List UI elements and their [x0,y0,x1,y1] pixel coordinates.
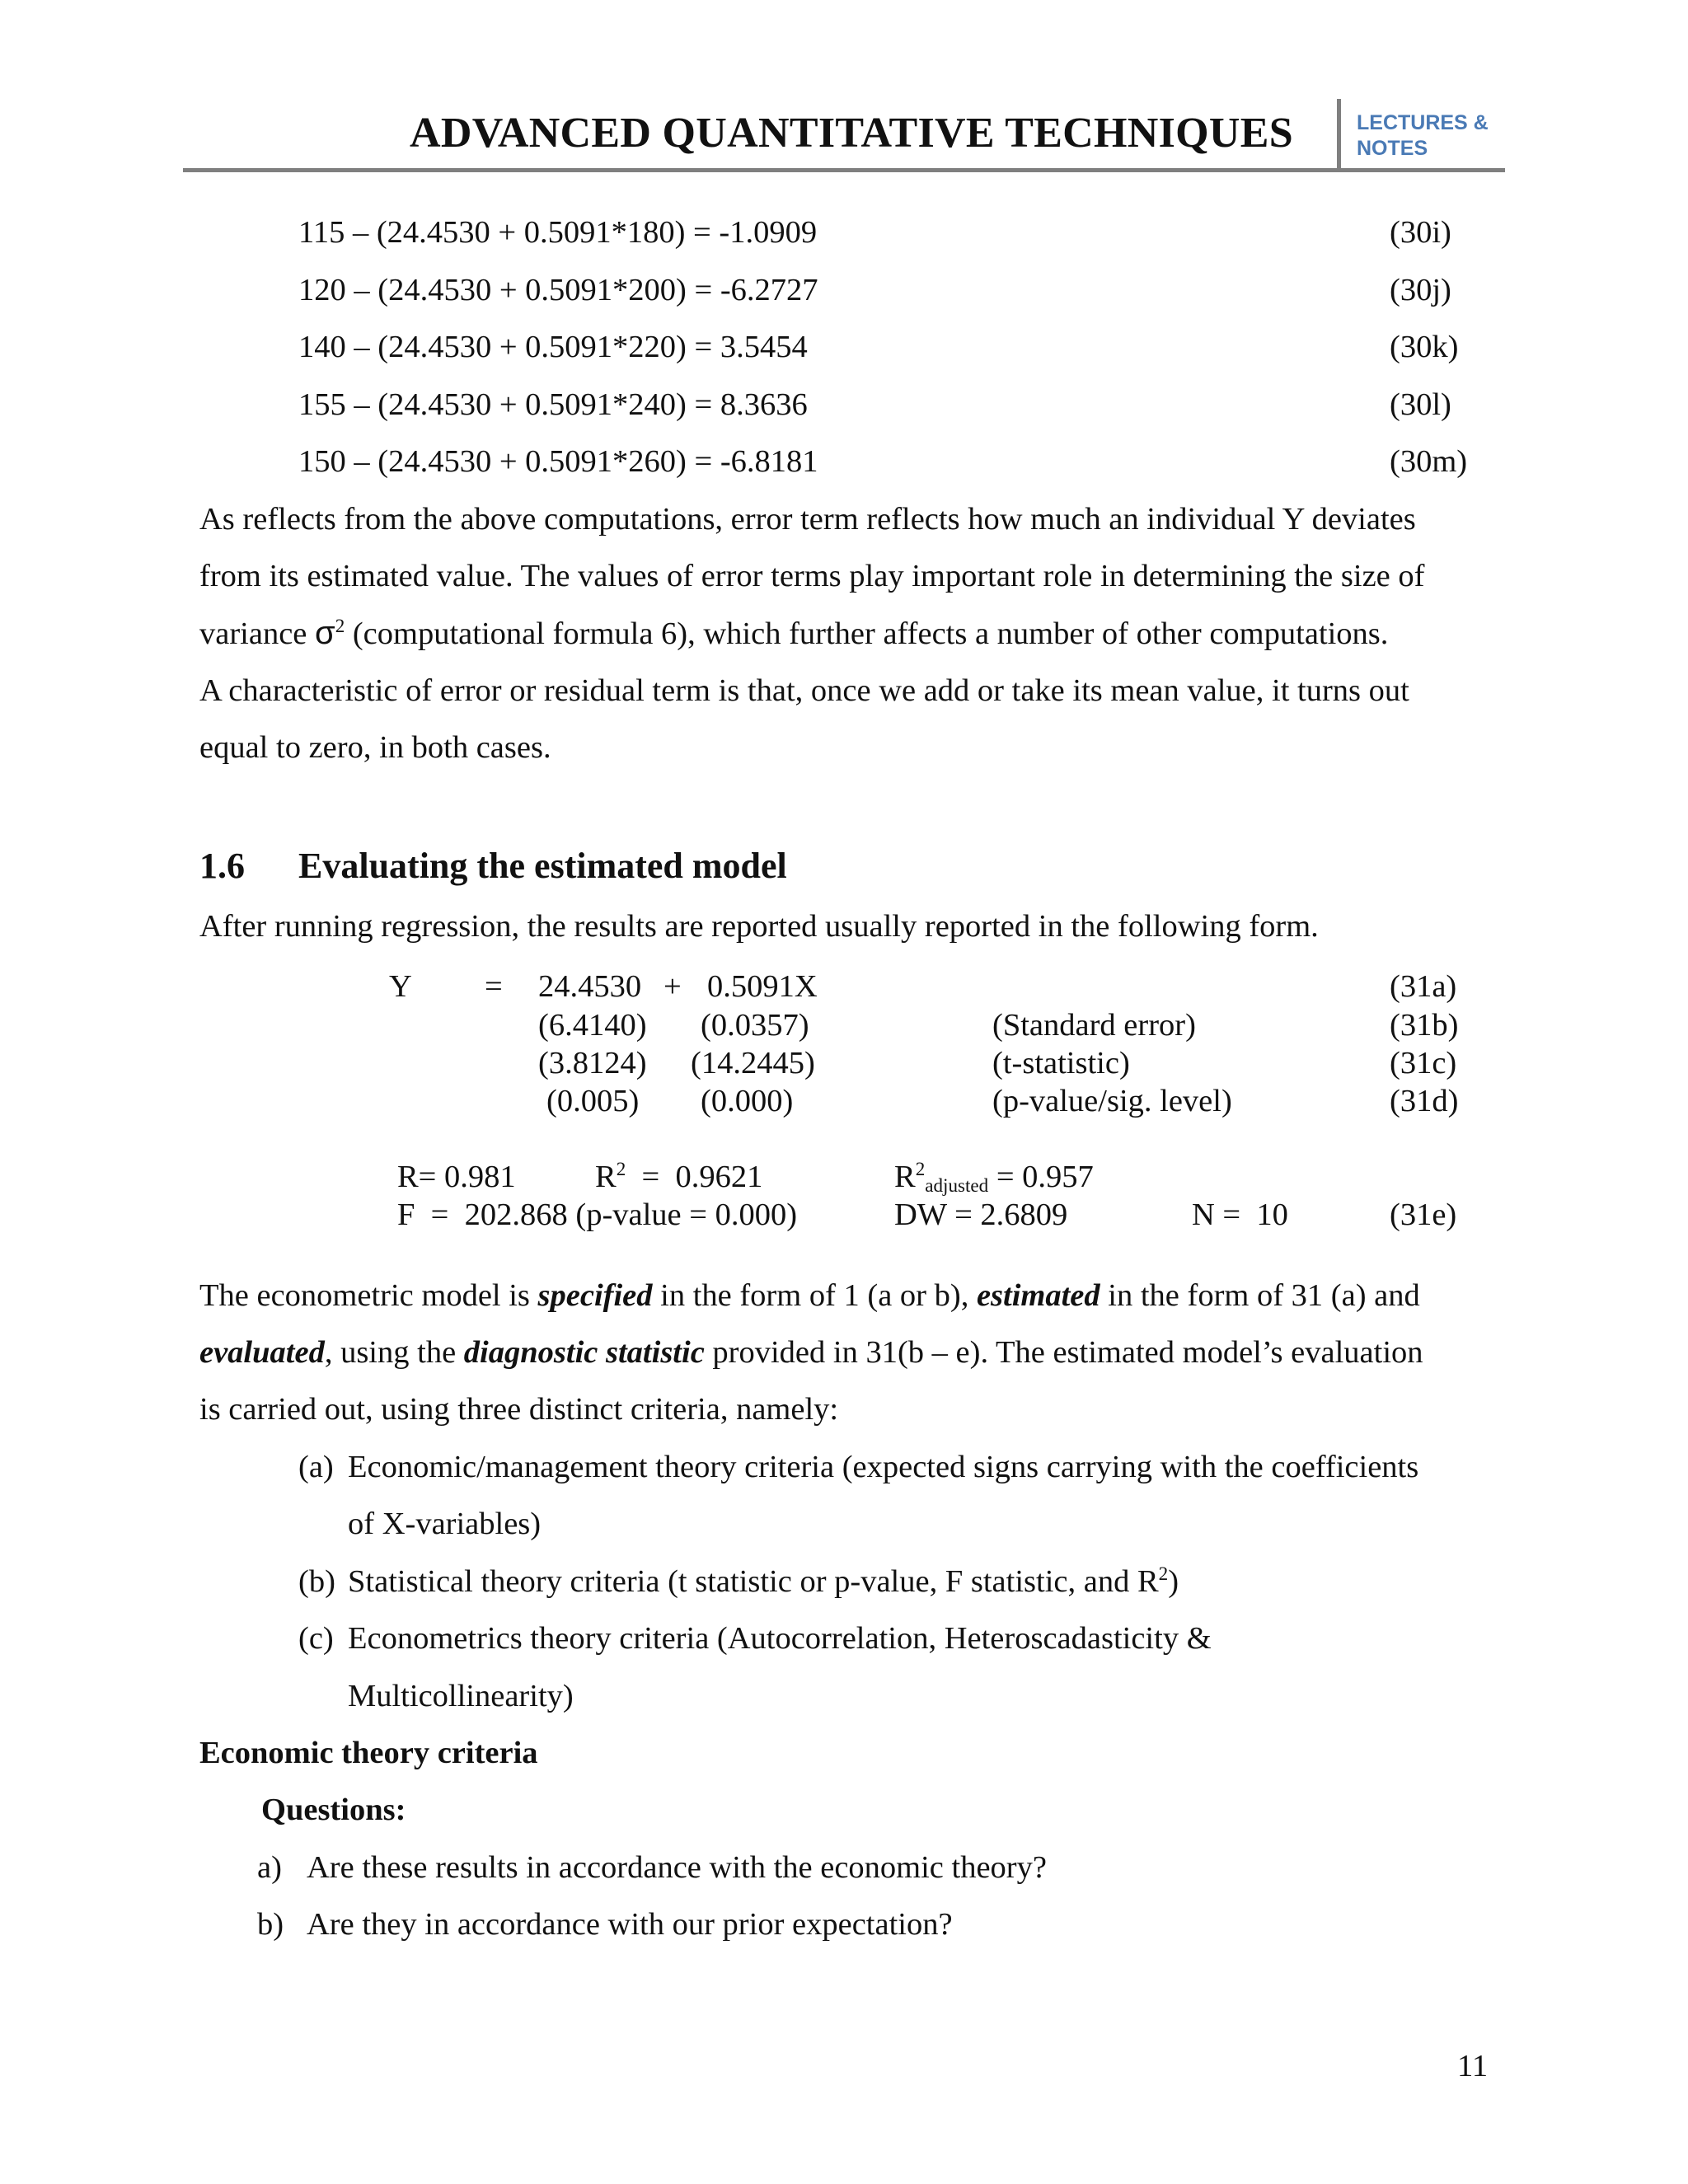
computation-30i: 115 – (24.4530 + 0.5091*180) = -1.0909 [298,215,818,250]
regression-stat-desc: (t-statistic) [992,1046,1130,1080]
stat-n: N = 10 [1192,1197,1288,1232]
superscript: 2 [616,1158,626,1180]
subheading: Economic theory criteria [199,1736,538,1770]
equation-label: (31a) [1390,969,1457,1004]
regression-constant: 24.4530 [538,969,642,1004]
list-marker: (c) [298,1621,334,1656]
regression-stat: (6.4140) [538,1008,647,1043]
regression-equals: = [485,969,503,1004]
list-marker: (a) [298,1450,334,1484]
regression-stat-desc: (p-value/sig. level) [992,1084,1232,1118]
text-span: in the form of 1 (a or b), [652,1278,977,1313]
list-item [348,1563,1179,1600]
equation-label: (31d) [1390,1084,1459,1118]
questions-heading: Questions: [261,1793,406,1827]
section-number: 1.6 [199,846,245,886]
text-span: R [894,1160,916,1194]
emphasis: estimated [976,1278,1100,1313]
header-tag [1357,110,1489,162]
paragraph-line: As reflects from the above computations, error term reflects how much an individual Y deviates [199,502,1416,537]
regression-slope: 0.5091X [707,969,818,1004]
list-item: Economic/management theory criteria (expected signs carrying with the coefficients [348,1450,1419,1484]
stat-f: F = 202.868 (p-value = 0.000) [397,1197,798,1232]
regression-stat: (0.000) [701,1084,794,1118]
emphasis: specified [537,1278,653,1313]
text-span: (computational formula 6), which further affects a number of other computations. [345,616,1389,651]
header-tag-line1: LECTURES & [1357,111,1489,134]
text-span: = 0.957 [988,1160,1094,1194]
text-span: ) [1168,1564,1179,1599]
stat-r-squared [595,1159,762,1195]
equation-label: (30i) [1390,215,1451,250]
paragraph-line: equal to zero, in both cases. [199,730,551,765]
superscript: 2 [1158,1563,1169,1585]
text-span: provided in 31(b – e). The estimated model’s evaluation [704,1335,1423,1370]
page-number: 11 [1457,2049,1489,2083]
computation-30j: 120 – (24.4530 + 0.5091*200) = -6.2727 [298,273,818,307]
equation-label: (30j) [1390,273,1451,307]
superscript: 2 [335,615,345,637]
header-rule [183,168,1505,172]
question-item: Are they in accordance with our prior expectation? [307,1907,953,1942]
text-span: Statistical theory criteria (t statistic or p-value, F statistic, and R [348,1564,1159,1599]
section-title: Evaluating the estimated model [298,846,787,886]
paragraph-line [199,615,1388,652]
regression-plus: + [663,969,682,1004]
text-span: = 0.9621 [626,1160,763,1194]
list-marker: a) [257,1850,282,1885]
computation-30m: 150 – (24.4530 + 0.5091*260) = -6.8181 [298,444,818,479]
stat-r: R= 0.981 [397,1160,516,1194]
text-span: , using the [324,1335,464,1370]
equation-label: (31e) [1390,1197,1457,1232]
regression-stat-desc: (Standard error) [992,1008,1196,1043]
emphasis: evaluated [199,1335,325,1370]
stat-r-squared-adjusted [894,1159,1094,1195]
subscript: adjusted [925,1174,989,1196]
sigma-symbol: σ [315,615,335,651]
list-marker: (b) [298,1564,335,1599]
regression-stat: (3.8124) [538,1046,647,1080]
text-span: in the form of 31 (a) and [1100,1278,1420,1313]
equation-label: (31b) [1390,1008,1459,1043]
header-separator [1337,99,1341,171]
paragraph-line: from its estimated value. The values of error terms play important role in determining the size of [199,559,1425,593]
question-item: Are these results in accordance with the economic theory? [307,1850,1047,1885]
computation-30k: 140 – (24.4530 + 0.5091*220) = 3.5454 [298,330,808,364]
paragraph-line: A characteristic of error or residual term is that, once we add or take its mean value, it turns out [199,673,1409,708]
regression-stat: (0.0357) [701,1008,809,1043]
computation-30l: 155 – (24.4530 + 0.5091*240) = 8.3636 [298,387,808,422]
superscript: 2 [915,1158,926,1180]
regression-y: Y [389,969,412,1004]
text-span: The econometric model is [199,1278,538,1313]
paragraph-line [199,1334,1423,1371]
equation-label: (31c) [1390,1046,1457,1080]
equation-label: (30k) [1390,330,1459,364]
intro-line: After running regression, the results are reported usually reported in the following form. [199,909,1319,944]
page-header-title: ADVANCED QUANTITATIVE TECHNIQUES [410,110,1293,157]
list-item: Econometrics theory criteria (Autocorrelation, Heteroscadasticity & [348,1621,1212,1656]
equation-label: (30l) [1390,387,1451,422]
regression-stat: (14.2445) [691,1046,815,1080]
text-span: R [595,1160,617,1194]
list-item: of X-variables) [348,1507,542,1541]
header-tag-line2: NOTES [1357,137,1428,160]
regression-stat: (0.005) [546,1084,640,1118]
paragraph-line [199,1277,1420,1314]
emphasis: diagnostic statistic [463,1335,705,1370]
list-marker: b) [257,1907,284,1942]
stat-dw: DW = 2.6809 [894,1197,1068,1232]
list-item: Multicollinearity) [348,1679,574,1713]
equation-label: (30m) [1390,444,1468,479]
text-span: variance [199,616,315,651]
paragraph-line: is carried out, using three distinct criteria, namely: [199,1392,839,1427]
